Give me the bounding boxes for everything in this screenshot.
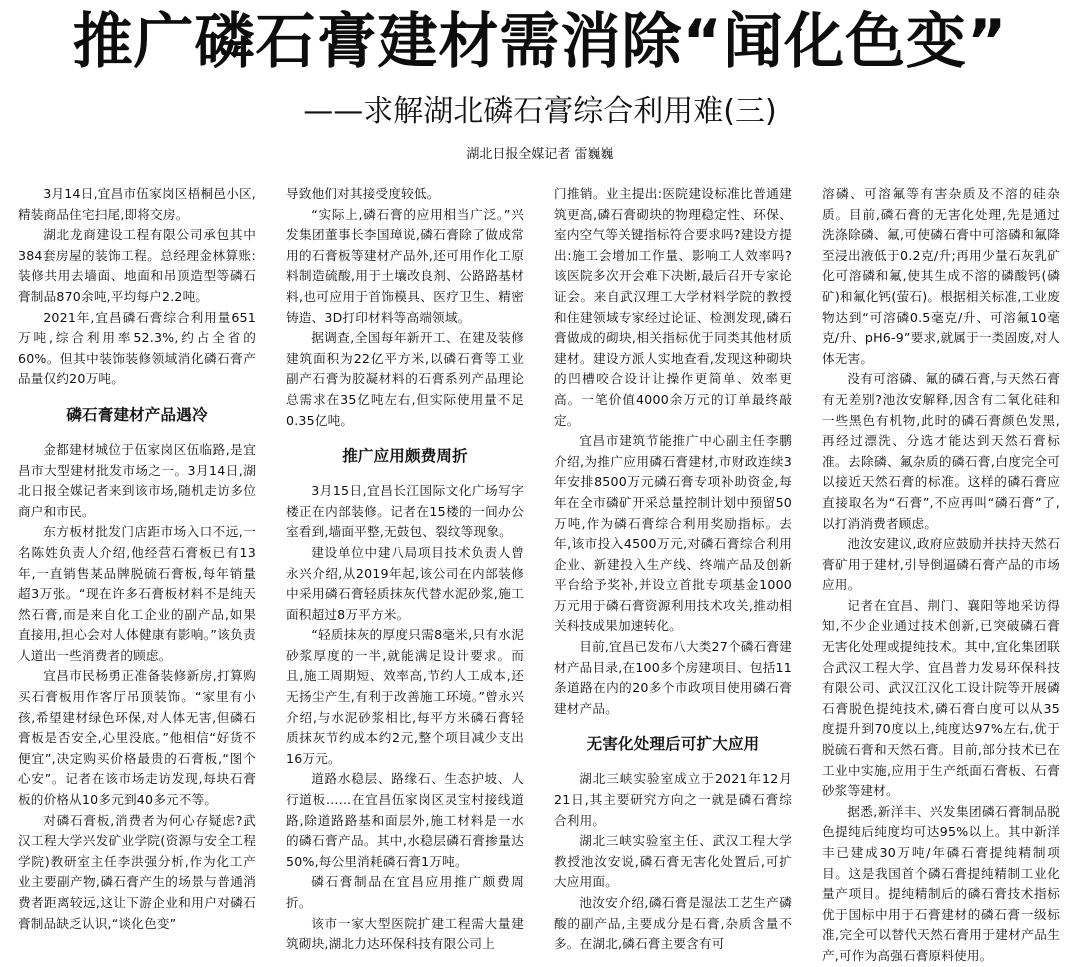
paragraph: 湖北三峡实验室主任、武汉工程大学教授池汝安说,磷石膏无害化处置后,可扩大应用面。 (554, 833, 792, 890)
section-heading: 推广应用颇费周折 (342, 447, 468, 466)
paragraph: 对磷石膏板,消费者为何心存疑虑?武汉工程大学兴发矿业学院(资源与安全工程学院)教研室主任李洪强分析,作为化工产业主要副产物,磷石膏产生的场景与普通消费者距离较远,这让下游企业和用户对磷石膏制品缺乏认识,“谈化色变” (18, 812, 256, 931)
paragraph: 溶磷、可溶氟等有害杂质及不溶的硅杂质。目前,磷石膏的无害化处理,先是通过洗涤除磷、氟,可使磷石膏中可溶磷和氟降至浸出液低于0.2克/升;再用少量石灰乳矿化可溶磷和氟,使其生成不溶的磷酸钙(磷矿)和氟化钙(萤石)。根据相关标准,工业废物达到“可溶磷0.5毫克/升、可溶氟10毫克/升、pH6-9”要求,就属于一类固废,对人体无害。 (822, 186, 1060, 366)
byline: 湖北日报全媒记者 雷巍巍 (466, 147, 614, 162)
paragraph: 道路水稳层、路缘石、生态护坡、人行道板……在宜昌伍家岗区灵宝村接线道路,除道路路基和面层外,施工材料是一水的磷石膏产品。其中,水稳层磷石膏掺量达50%,每公里消耗磷石膏1万吨。 (286, 771, 524, 869)
paragraph: 据调查,全国每年新开工、在建及装修建筑面积为22亿平方米,以磷石膏等工业副产石膏为胶凝材料的石膏系列产品理论总需求在35亿吨左右,但实际使用量不足0.35亿吨。 (286, 330, 524, 428)
column-4 (822, 184, 1060, 963)
paragraph: 2021年,宜昌磷石膏综合利用量651万吨,综合利用率52.3%,约占全省的60%。但其中装饰装修领域消化磷石膏产品量仅约20万吨。 (18, 309, 256, 387)
section-heading: 无害化处理后可扩大应用 (586, 735, 760, 754)
paragraph: 磷石膏制品在宜昌应用推广颇费周折。 (286, 874, 524, 910)
column-2 (286, 184, 524, 952)
paragraph: 目前,宜昌已发布八大类27个磷石膏建材产品目录,在100多个房建项目、包括11条道路在内的20多个市政项目使用磷石膏建材产品。 (554, 639, 792, 716)
subheadline: ——求解湖北磷石膏综合利用难(三) (303, 94, 777, 129)
paragraph: 东方板材批发门店距市场入口不远,一名陈姓负责人介绍,他经营石膏板已有13年,一直销售某品牌脱硫石膏板,每年销量超3万张。“现在许多石膏板材料不是纯天然石膏,而是来自化工企业的副产品,如果直接用,担心会对人体健康有影响。”该负责人道出一些消费者的顾虑。 (18, 524, 256, 663)
paragraph: 门推销。业主提出:医院建设标准比普通建筑更高,磷石膏砌块的物理稳定性、环保、室内空气等关键指标符合要求吗?建设方提出:施工会增加工作量、影响工人效率吗?该医院多次开会难下决断,最后召开专家论证会。来自武汉理工大学材料学院的教授和住建领域专家经过论证、检测发现,磷石膏做成的砌块,相关指标优于同类其他材质建材。建设方派人实地查看,发现这种砌块的凹槽咬合设计让操作更简单、效率更高。一笔价值4000余万元的订单最终敲定。 (554, 186, 792, 428)
column-3 (554, 184, 792, 952)
paragraph: 池汝安建议,政府应鼓励并扶持天然石膏矿用于建材,引导倒逼磷石膏产品的市场应用。 (822, 536, 1060, 593)
paragraph: 该市一家大型医院扩建工程需大量建筑砌块,湖北力达环保科技有限公司上 (286, 915, 524, 952)
paragraph: 湖北龙商建设工程有限公司承包其中384套房屋的装饰工程。总经理金林算账:装修共用去墙面、地面和吊顶造型等磷石膏制品870余吨,平均每户2.2吨。 (18, 227, 256, 304)
paragraph: 据悉,新洋丰、兴发集团磷石膏制品脱色提纯后纯度均可达95%以上。其中新洋丰已建成30万吨/年磷石膏提纯精制项目。这是我国首个磷石膏提纯精制工业化量产项目。提纯精制后的磷石膏技术指标优于国标中用于石膏建材的磷石膏一级标准,完全可以替代天然石膏用于建材产品生产,可作为高强石膏原料使用。 (822, 803, 1060, 963)
paragraph: 记者在宜昌、荆门、襄阳等地采访得知,不少企业通过技术创新,已突破磷石膏无害化处理或提纯技术。其中,宜化集团联合武汉工程大学、宜昌普力发易环保科技有限公司、武汉江汉化工设计院等开展磷石膏脱色提纯技术,磷石膏白度可以从35度提升到70度以上,纯度达97%左右,优于脱硫石膏和天然石膏。目前,部分技术已在工业中实施,应用于生产纸面石膏板、石膏砂浆等建材。 (822, 597, 1060, 799)
paragraph: 金都建材城位于伍家岗区伍临路,是宜昌市大型建材批发市场之一。3月14日,湖北日报全媒记者来到该市场,随机走访多位商户和市民。 (18, 441, 256, 519)
paragraph: 3月14日,宜昌市伍家岗区梧桐邑小区,精装商品住宅扫尾,即将交房。 (18, 186, 256, 222)
paragraph: 3月15日,宜昌长江国际文化广场写字楼正在内部装修。记者在15楼的一间办公室看到,墙面平整,无鼓包、裂纹等现象。 (286, 483, 524, 540)
headline: 推广磷石膏建材需消除“闻化色变” (72, 7, 1008, 77)
paragraph: 没有可溶磷、氟的磷石膏,与天然石膏有无差别?池汝安解释,因含有二氧化硅和一些黑色有机物,此时的磷石膏颜色发黑,再经过漂洗、分选才能达到天然石膏标准。去除磷、氟杂质的磷石膏,白度完全可以接近天然石膏的标准。这样的磷石膏应直接取名为“石膏”,不应再叫“磷石膏”了,以打消消费者顾虑。 (822, 371, 1060, 531)
paragraph: 池汝安介绍,磷石膏是湿法工艺生产磷酸的副产品,主要成分是石膏,杂质含量不多。在湖北,磷石膏主要含有可 (554, 895, 792, 952)
paragraph: 宜昌市建筑节能推广中心副主任李鹏介绍,为推广应用磷石膏建材,市财政连续3年安排8500万元磷石膏专项补助资金,每年在全市磷矿开采总量控制计划中预留50万吨,作为磷石膏综合利用奖励指标。去年,该市投入4500万元,对磷石膏综合利用企业、新建投入生产线、终端产品及创新平台给予奖补,并设立首批专项基金1000万元用于磷石膏资源利用技术攻关,推动相关科技成果加速转化。 (554, 433, 792, 634)
paragraph: “实际上,磷石膏的应用相当广泛。”兴发集团董事长李国璋说,磷石膏除了做成常用的石膏板等建材产品外,还可用作化工原料制造硫酸,用于土壤改良剂、公路路基材料,也可应用于首饰模具、医疗卫生、精密铸造、3D打印材料等高端领域。 (286, 206, 524, 325)
paragraph: 建设单位中建八局项目技术负责人曾永兴介绍,从2019年起,该公司在内部装修中采用磷石膏轻质抹灰代替水泥砂浆,施工面积超过8万平方米。 (286, 544, 524, 622)
paragraph: 导致他们对其接受度较低。 (286, 186, 440, 201)
paragraph: “轻质抹灰的厚度只需8毫米,只有水泥砂浆厚度的一半,就能满足设计要求。而且,施工周期短、效率高,节约人工成本,还无扬尘产生,有利于改善施工环境。”曾永兴介绍,与水泥砂浆相比,每平方米磷石膏轻质抹灰节约成本约2元,整个项目减少支出16万元。 (286, 627, 524, 766)
paragraph: 湖北三峡实验室成立于2021年12月21日,其主要研究方向之一就是磷石膏综合利用。 (554, 771, 792, 828)
column-1 (18, 184, 256, 931)
section-heading: 磷石膏建材产品遇冷 (66, 405, 208, 424)
paragraph: 宜昌市民杨勇正准备装修新房,打算购买石膏板用作客厅吊顶装饰。“家里有小孩,希望建材绿色环保,对人体无害,但磷石膏板是否安全,心里没底。”他相信“好货不便宜”,决定购买价格最贵的石膏板,“图个心安”。记者在该市场走访发现,每块石膏板的价格从10多元到40多元不等。 (18, 668, 256, 808)
